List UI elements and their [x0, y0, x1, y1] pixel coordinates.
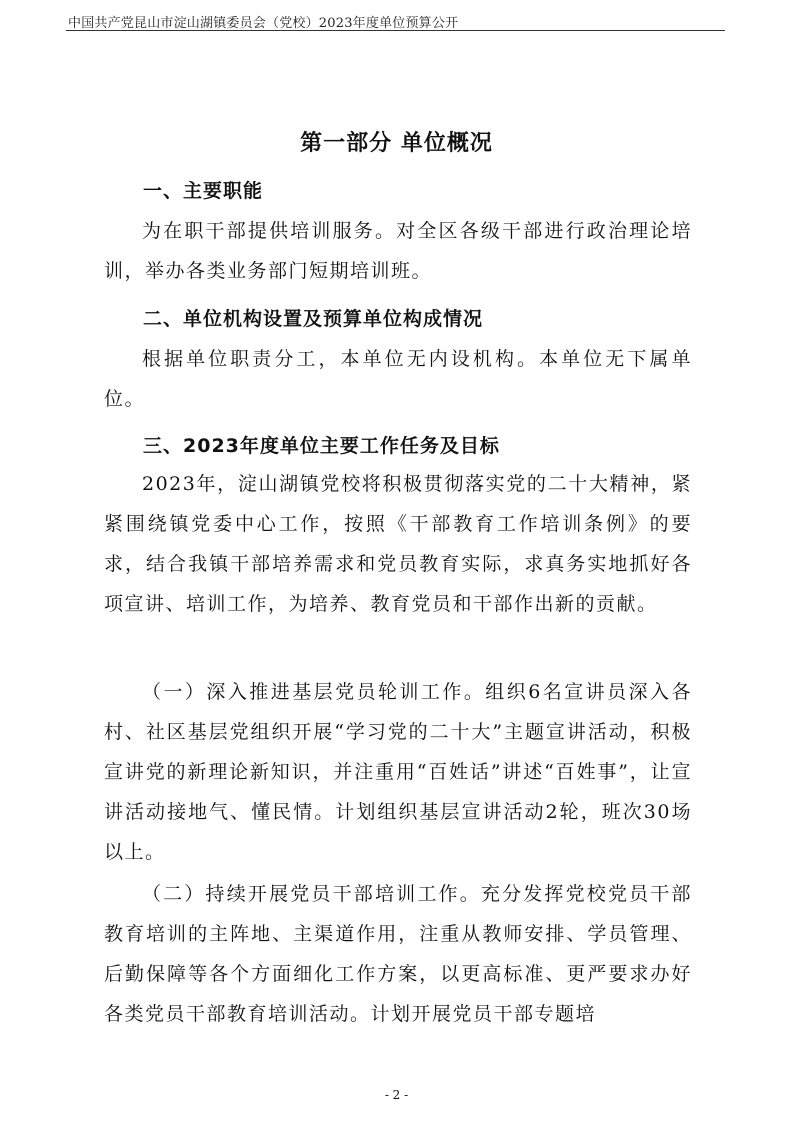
page-title: 第一部分 单位概况: [300, 131, 493, 156]
paragraph-organization: 根据单位职责分工，本单位无内设机构。本单位无下属单位。: [104, 348, 692, 410]
paragraph-task-one: （一）深入推进基层党员轮训工作。组织6名宣讲员深入各村、社区基层党组织开展“学习党的二十大”主题宣讲活动，积极宣讲党的新理论新知识，并注重用“百姓话”讲述“百姓事”，让宣讲活动接地气、懂民情。计划组织基层宣讲活动2轮，班次30场以上。: [104, 681, 692, 863]
section-heading-main-functions: 一、主要职能: [143, 180, 264, 202]
paragraph-main-functions: 为在职干部提供培训服务。对全区各级干部进行政治理论培训，举办各类业务部门短期培训班。: [104, 220, 692, 282]
page-number: - 2 -: [384, 1088, 409, 1102]
running-header: 中国共产党昆山市淀山湖镇委员会（党校）2023年度单位预算公开: [68, 16, 459, 31]
section-heading-organization: 二、单位机构设置及预算单位构成情况: [143, 308, 484, 330]
header-rule: [66, 30, 725, 31]
paragraph-task-two: （二）持续开展党员干部培训工作。充分发挥党校党员干部教育培训的主阵地、主渠道作用，注重从教师安排、学员管理、后勤保障等各个方面细化工作方案，以更高标准、更严要求办好各类党员干部教育培训活动。计划开展党员干部专题培: [104, 883, 692, 1025]
section-heading-tasks: 三、2023年度单位主要工作任务及目标: [143, 435, 500, 457]
paragraph-tasks-intro: 2023年，淀山湖镇党校将积极贯彻落实党的二十大精神，紧紧围绕镇党委中心工作，按照《干部教育工作培训条例》的要求，结合我镇干部培养需求和党员教育实际，求真务实地抓好各项宣讲、培训工作，为培养、教育党员和干部作出新的贡献。: [104, 473, 692, 615]
